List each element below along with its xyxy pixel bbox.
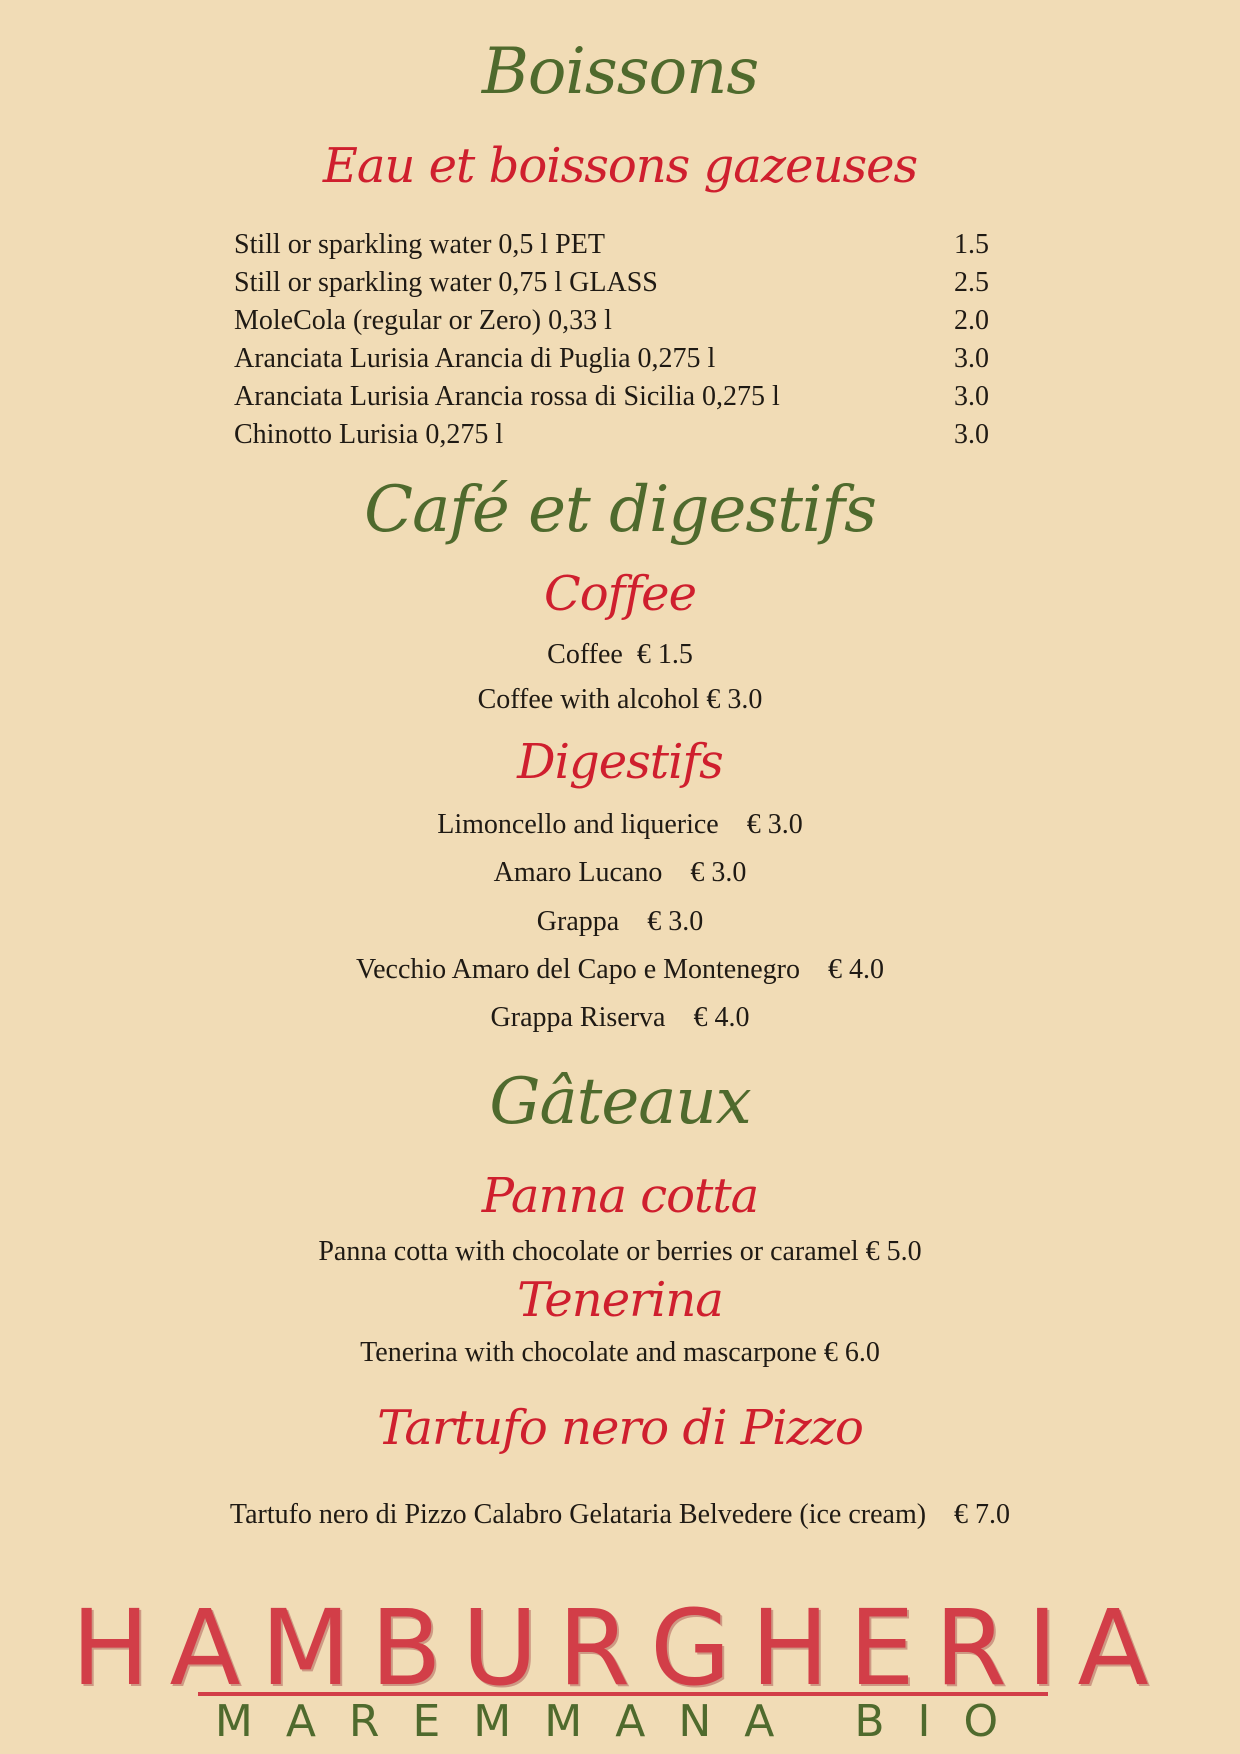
panna-cotta-item: Panna cotta with chocolate or berries or caramel € 5.0 bbox=[318, 1236, 922, 1267]
digestif-item: Amaro Lucano € 3.0 bbox=[493, 857, 747, 888]
water-section-title: Eau et boissons gazeuses bbox=[322, 138, 918, 194]
coffee-item: Coffee with alcohol € 3.0 bbox=[477, 684, 763, 715]
digestif-item: Grappa € 3.0 bbox=[536, 906, 704, 937]
tenerina-item: Tenerina with chocolate and mascarpone € 6.0 bbox=[360, 1337, 880, 1368]
coffee-title: Coffee bbox=[544, 566, 696, 622]
logo-line-2: MAREMMANA BIO bbox=[198, 1692, 1048, 1746]
drink-price: 3.0 bbox=[954, 419, 989, 450]
drink-name: Aranciata Lurisia Arancia di Puglia 0,275 l bbox=[234, 343, 716, 374]
boissons-title: Boissons bbox=[481, 35, 759, 109]
digestif-item: Grappa Riserva € 4.0 bbox=[490, 1002, 750, 1033]
drink-price: 2.5 bbox=[954, 267, 989, 298]
list-item bbox=[234, 416, 1014, 454]
list-item bbox=[234, 340, 1014, 378]
drink-name: Still or sparkling water 0,5 l PET bbox=[234, 229, 605, 260]
tartufo-title: Tartufo nero di Pizzo bbox=[377, 1400, 863, 1456]
list-item bbox=[234, 264, 1014, 302]
digestifs-title: Digestifs bbox=[517, 734, 723, 790]
drink-name: Still or sparkling water 0,75 l GLASS bbox=[234, 267, 658, 298]
drink-name: Chinotto Lurisia 0,275 l bbox=[234, 419, 504, 450]
drink-price: 1.5 bbox=[954, 229, 989, 260]
coffee-item: Coffee € 1.5 bbox=[547, 639, 693, 670]
gateaux-title: Gâteaux bbox=[489, 1065, 751, 1139]
tartufo-item: Tartufo nero di Pizzo Calabro Gelataria Belvedere (ice cream) € 7.0 bbox=[229, 1499, 1011, 1530]
panna-cotta-title: Panna cotta bbox=[481, 1168, 759, 1224]
restaurant-logo bbox=[70, 1587, 1170, 1747]
list-item bbox=[234, 302, 1014, 340]
drink-price: 3.0 bbox=[954, 343, 989, 374]
drink-name: Aranciata Lurisia Arancia rossa di Sicilia 0,275 l bbox=[234, 381, 780, 412]
drink-price: 3.0 bbox=[954, 381, 989, 412]
logo-line-1: HAMBURGHERIA bbox=[71, 1587, 1169, 1709]
tenerina-title: Tenerina bbox=[517, 1272, 723, 1328]
drinks-list bbox=[234, 226, 1014, 454]
digestif-item: Limoncello and liquerice € 3.0 bbox=[437, 809, 803, 840]
list-item bbox=[234, 226, 1014, 264]
list-item bbox=[234, 378, 1014, 416]
drink-name: MoleCola (regular or Zero) 0,33 l bbox=[234, 305, 612, 336]
drink-price: 2.0 bbox=[954, 305, 989, 336]
digestif-item: Vecchio Amaro del Capo e Montenegro € 4.0 bbox=[356, 954, 884, 985]
cafe-title: Café et digestifs bbox=[364, 473, 876, 547]
